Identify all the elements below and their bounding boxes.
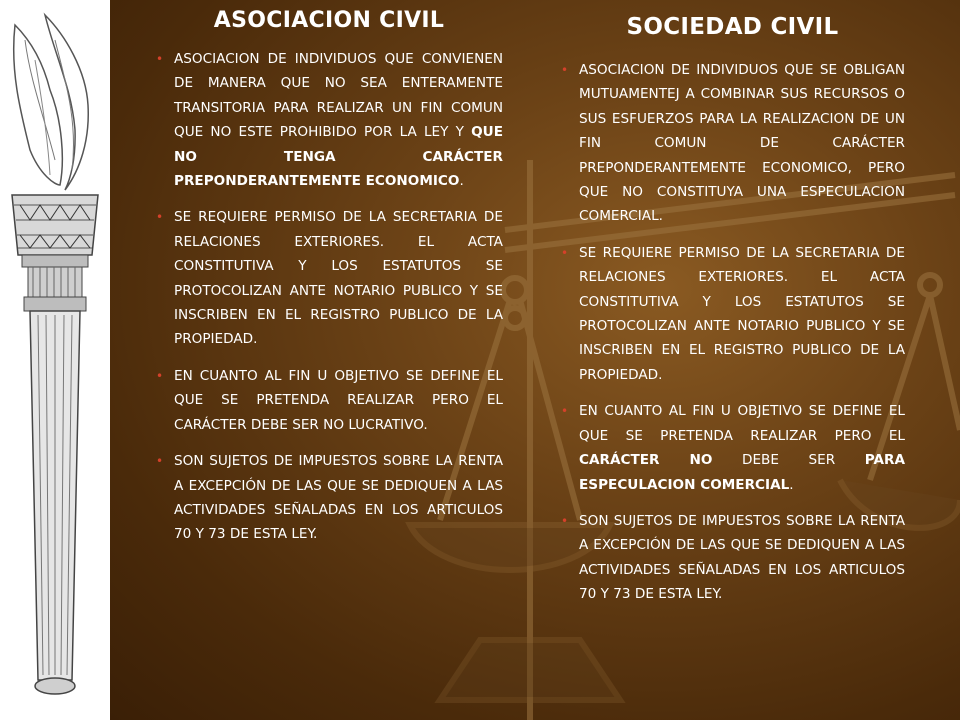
bullet-icon: • <box>156 210 164 225</box>
asociacion-civil-column <box>155 8 503 559</box>
bullet-icon: • <box>156 52 164 66</box>
list-item: • SON SUJETOS DE IMPUESTOS SOBRE LA RENTA A EXCEPCIÓN DE LAS QUE SE DEDIQUEN A LAS ACTIVIDADES SEÑALADAS EN LOS ARTICULOS 70 Y 73 DE ESTA LEY. <box>155 449 503 547</box>
list-item: • SE REQUIERE PERMISO DE LA SECRETARIA DE RELACIONES EXTERIORES. EL ACTA CONSTITUTIVA Y LOS ESTATUTOS SE PROTOCOLIZAN ANTE NOTARIO PUBLICO Y SE INSCRIBEN EN EL REGISTRO PUBLICO DE LA PROPIEDAD. <box>560 241 905 387</box>
list-item: • EN CUANTO AL FIN U OBJETIVO SE DEFINE EL QUE SE PRETENDA REALIZAR PERO EL CARÁCTER NO DEBE SER PARA ESPECULACION COMERCIAL. <box>560 399 905 497</box>
bullet-icon: • <box>561 513 569 528</box>
torch-panel <box>0 0 110 720</box>
bullet-list <box>155 47 503 547</box>
sociedad-civil-column <box>560 14 905 619</box>
bullet-icon: • <box>156 368 164 383</box>
column-title: SOCIEDAD CIVIL <box>626 14 839 40</box>
bullet-icon: • <box>156 454 164 469</box>
list-item: • ASOCIACION DE INDIVIDUOS QUE SE OBLIGAN MUTUAMENTEJ A COMBINAR SUS RECURSOS O SUS ESFUERZOS PARA LA REALIZACION DE UN FIN COMUN DE CARÁCTER PREPONDERANTEMENTE ECONOMICO, PERO QUE NO CONSTITUYA UNA ESPECULACION COMERCIAL. <box>560 58 905 229</box>
torch-illustration-icon <box>0 0 110 720</box>
list-item: • SE REQUIERE PERMISO DE LA SECRETARIA DE RELACIONES EXTERIORES. EL ACTA CONSTITUTIVA Y LOS ESTATUTOS SE PROTOCOLIZAN ANTE NOTARIO PUBLICO Y SE INSCRIBEN EN EL REGISTRO PUBLICO DE LA PROPIEDAD. <box>155 205 503 351</box>
bullet-icon: • <box>561 245 569 260</box>
list-item: • ASOCIACION DE INDIVIDUOS QUE CONVIENEN DE MANERA QUE NO SEA ENTERAMENTE TRANSITORIA PARA REALIZAR UN FIN COMUN QUE NO ESTE PROHIBIDO POR LA LEY Y QUE NO TENGA CARÁCTER PREPONDERANTEMENTE ECONOMICO. <box>155 47 503 193</box>
list-item: • SON SUJETOS DE IMPUESTOS SOBRE LA RENTA A EXCEPCIÓN DE LAS QUE SE DEDIQUEN A LAS ACTIVIDADES SEÑALADAS EN LOS ARTICULOS 70 Y 73 DE ESTA LEY. <box>560 509 905 607</box>
bullet-icon: • <box>561 63 569 77</box>
bullet-icon: • <box>561 404 569 419</box>
column-title: ASOCIACION CIVIL <box>213 8 445 33</box>
bullet-list <box>560 58 905 607</box>
list-item: • EN CUANTO AL FIN U OBJETIVO SE DEFINE EL QUE SE PRETENDA REALIZAR PERO EL CARÁCTER DEBE SER NO LUCRATIVO. <box>155 364 503 437</box>
